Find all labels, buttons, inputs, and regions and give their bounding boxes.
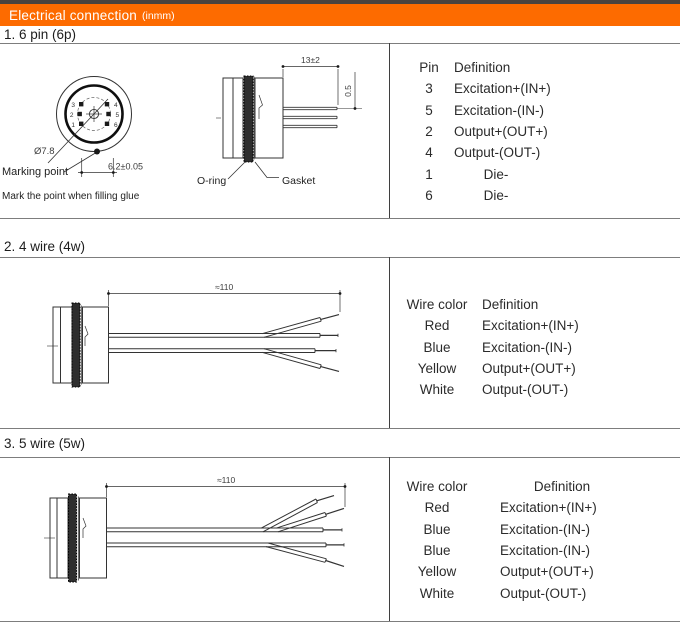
oring-label: O-ring <box>197 175 227 187</box>
definition-column-header: Definition <box>454 60 511 76</box>
table-row <box>404 497 652 518</box>
pin-number-4: 4 <box>114 102 118 109</box>
wires <box>109 315 340 372</box>
five-wire-diagram <box>10 462 385 620</box>
table-row <box>404 315 652 336</box>
table-row <box>404 561 652 582</box>
definition-cell: Die- <box>483 187 509 203</box>
heading-six-pin: 1. 6 pin (6p) <box>4 27 77 42</box>
table-header-row <box>412 57 604 78</box>
definition-cell: Die- <box>483 166 509 182</box>
table-row <box>412 163 604 184</box>
divider <box>0 457 680 458</box>
definition-cell: Output-(OUT-) <box>454 145 541 161</box>
sensor-body-outline <box>47 290 340 385</box>
wire-color-cell: Yellow <box>417 361 457 377</box>
wire-color-cell: Red <box>424 318 450 334</box>
six-pin-front-view-diagram <box>8 50 188 208</box>
gasket-label: Gasket <box>282 175 316 187</box>
definition-cell: Excitation+(IN+) <box>500 500 597 516</box>
table-header-row <box>404 476 652 497</box>
oring-band <box>244 76 253 162</box>
table-row <box>412 121 604 142</box>
pin-cell: 1 <box>425 166 433 182</box>
pin-diameter-dimension-label: 0.5 <box>343 85 353 97</box>
banner-title: Electrical connection <box>9 7 138 23</box>
wire-color-table-4w <box>404 294 652 400</box>
connector-side-pins <box>283 107 337 127</box>
wire-color-cell: Red <box>424 500 450 516</box>
definition-cell: Output-(OUT-) <box>482 382 569 398</box>
pin-cell: 3 <box>425 81 433 97</box>
cable-length-dimension-label: ≈110 <box>215 282 234 292</box>
marking-note: Mark the point when filling glue <box>2 191 140 202</box>
pin-number-3: 3 <box>71 102 75 109</box>
divider <box>0 428 680 429</box>
pin-number-6: 6 <box>114 122 118 129</box>
pin-number-2: 2 <box>69 112 74 119</box>
column-divider <box>389 43 390 218</box>
marking-point-dot <box>94 149 100 155</box>
wire-color-cell: White <box>419 585 455 601</box>
table-header-row <box>404 294 652 315</box>
definition-cell: Output-(OUT-) <box>500 585 587 601</box>
divider <box>0 43 680 44</box>
wire-color-cell: Blue <box>423 521 451 537</box>
diameter-dimension-label: Ø7.8 <box>34 146 55 157</box>
wire-color-cell: Blue <box>423 339 451 355</box>
wire-color-cell: White <box>419 382 455 398</box>
column-divider <box>389 457 390 621</box>
wire-color-table-5w <box>404 476 652 604</box>
definition-column-header: Definition <box>533 479 591 495</box>
wire-color-column-header: Wire color <box>406 297 468 313</box>
definition-cell: Output+(OUT+) <box>454 124 548 140</box>
divider <box>0 218 680 219</box>
table-row <box>404 358 652 379</box>
wire-color-column-header: Wire color <box>406 479 468 495</box>
sensor-body-outline <box>44 483 345 581</box>
heading-four-wire: 2. 4 wire (4w) <box>4 239 86 254</box>
pin-cell: 5 <box>425 102 433 118</box>
six-pin-side-view-diagram <box>195 45 380 195</box>
definition-column-header: Definition <box>482 297 539 313</box>
definition-cell: Output+(OUT+) <box>482 361 576 377</box>
oring-band <box>72 303 80 387</box>
table-row <box>404 379 652 400</box>
offset-dimension-label: 6.2±0.05 <box>108 161 143 172</box>
definition-cell: Excitation-(IN-) <box>482 339 573 355</box>
definition-cell: Excitation-(IN-) <box>500 521 591 537</box>
definition-cell: Excitation-(IN-) <box>454 102 545 118</box>
pin-number-5: 5 <box>115 112 120 119</box>
wire-color-cell: Blue <box>423 543 451 559</box>
pin-length-dimension-label: 13±2 <box>301 55 320 65</box>
table-row <box>412 100 604 121</box>
definition-cell: Output+(OUT+) <box>500 564 594 580</box>
wires <box>107 496 345 567</box>
pin-number-1: 1 <box>71 122 75 129</box>
section-banner <box>0 4 680 26</box>
four-wire-diagram <box>10 262 385 424</box>
pin-column-header: Pin <box>419 60 439 76</box>
table-row <box>412 142 604 163</box>
oring-band <box>69 494 77 582</box>
column-divider <box>389 257 390 428</box>
definition-cell: Excitation+(IN+) <box>454 81 551 97</box>
banner-unit-note: (inmm) <box>142 10 175 22</box>
divider <box>0 621 680 622</box>
wire-color-cell: Yellow <box>417 564 457 580</box>
heading-five-wire: 3. 5 wire (5w) <box>4 436 86 451</box>
cable-length-dimension-label: ≈110 <box>217 475 236 485</box>
table-row <box>412 78 604 99</box>
table-row <box>404 519 652 540</box>
table-row <box>404 540 652 561</box>
table-row <box>404 337 652 358</box>
table-row <box>412 185 604 206</box>
pin-cell: 2 <box>425 124 433 140</box>
pin-definition-table <box>412 57 604 206</box>
pin-cell: 4 <box>425 145 433 161</box>
marking-point-label: Marking point <box>2 166 69 178</box>
divider <box>0 257 680 258</box>
definition-cell: Excitation+(IN+) <box>482 318 579 334</box>
definition-cell: Excitation-(IN-) <box>500 543 591 559</box>
table-row <box>404 582 652 603</box>
connector-side-outline <box>216 67 362 180</box>
pin-cell: 6 <box>425 187 433 203</box>
